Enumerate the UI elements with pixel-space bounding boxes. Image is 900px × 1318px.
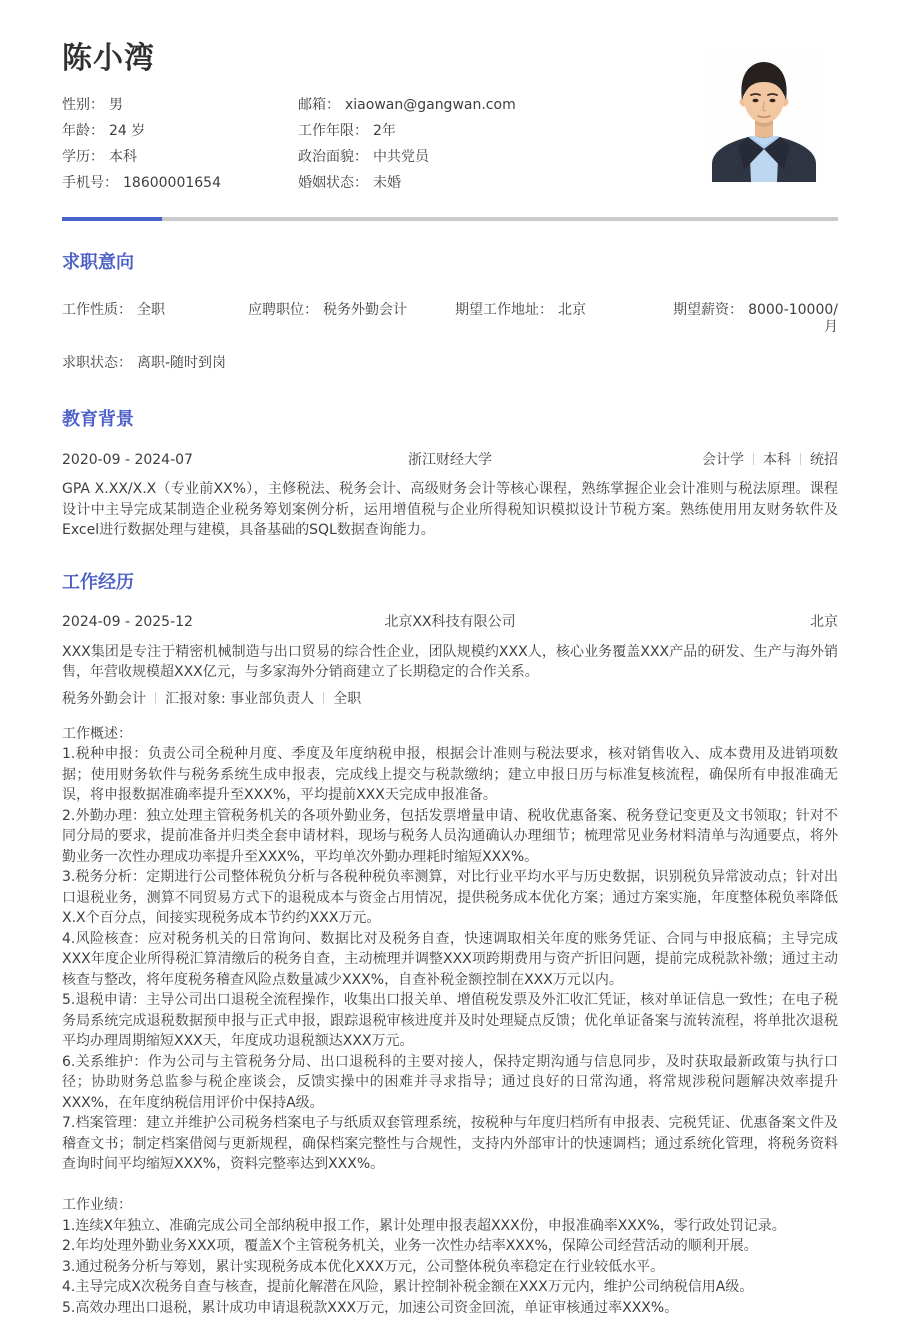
achievements-title: 工作业绩：	[62, 1195, 838, 1216]
separator	[753, 453, 754, 465]
candidate-name: 陈小湾	[62, 0, 838, 76]
work-period: 2024-09 - 2025-12	[62, 614, 384, 631]
separator	[800, 453, 801, 465]
position-row	[62, 690, 838, 708]
profile-photo	[704, 50, 824, 182]
header-divider-accent	[62, 217, 162, 221]
personal-info-grid	[62, 97, 622, 191]
work-report-to: 汇报对象: 事业部负责人	[165, 691, 314, 707]
achievement-item-2: 2.年均处理外勤业务XXX项，覆盖X个主管税务机关，业务一次性办结率XXX%，保障公司经营活动的顺利开展。	[62, 1236, 838, 1257]
field-expected-salary: 期望薪资： 8000-10000/月	[660, 302, 838, 336]
info-phone: 手机号： 18600001654	[62, 175, 298, 191]
job-intent-row1	[62, 302, 838, 336]
duty-item-1: 1.税种申报：负责公司全税种月度、季度及年度纳税申报，根据会计准则与税法要求，核对销售收入、成本费用及进销项数据；使用财务软件与税务系统生成申报表，完成线上提交与税款缴纳；建立申报日历与标准复核流程，确保所有申报准确无误，将申报数据准确率提升至XXX%，平均提前XXX天完成申报准备。	[62, 744, 838, 806]
info-gender: 性别： 男	[62, 97, 298, 113]
info-political: 政治面貌： 中共党员	[298, 149, 622, 165]
duty-item-6: 6.关系维护：作为公司与主管税务分局、出口退税科的主要对接人，保持定期沟通与信息同步，及时获取最新政策与执行口径；协助财务总监参与税企座谈会，反馈实操中的困难并寻求指导；通过良好的日常沟通，将常规涉税问题解决效率提升XXX%，在年度纳税信用评价中保持A级。	[62, 1052, 838, 1114]
company-intro: XXX集团是专注于精密机械制造与出口贸易的综合性企业，团队规模约XXX人，核心业务覆盖XXX产品的研发、生产与海外销售，年营收规模超XXX亿元，与多家海外分销商建立了长期稳定的合作关系。	[62, 642, 838, 683]
info-marital: 婚姻状态： 未婚	[298, 175, 622, 191]
education-qualifications	[492, 452, 838, 469]
education-title: 教育背景	[62, 409, 838, 431]
education-description: GPA X.XX/X.X（专业前XX%），主修税法、税务会计、高级财务会计等核心课程，熟练掌握企业会计准则与税法原理。课程设计中主导完成某制造企业税务筹划案例分析，运用增值税与企业所得税知识模拟设计节税方案。熟练使用用友财务软件及Excel进行数据处理与建模，具备基础的SQL数据查询能力。	[62, 479, 838, 541]
section-work-experience	[62, 572, 838, 1318]
work-summary-title: 工作概述：	[62, 724, 838, 745]
education-admission: 统招	[810, 452, 838, 468]
info-email: 邮箱： xiaowan@gangwan.com	[298, 97, 622, 113]
work-position: 税务外勤会计	[62, 691, 146, 707]
duty-item-4: 4.风险核查：应对税务机关的日常询问、数据比对及税务自查，快速调取相关年度的账务凭证、合同与申报底稿；主导完成XXX年度企业所得税汇算清缴后的税务自查，主动梳理并调整XXX项跨期费用与资产折旧问题，提前完成税款补缴；通过主动核查与整改，将年度税务稽查风险点数量减少XXX%，自查补税金额控制在XXX万元以内。	[62, 929, 838, 991]
education-major: 会计学	[702, 452, 744, 468]
achievement-item-3: 3.通过税务分析与筹划，累计实现税务成本优化XXX万元，公司整体税负率稳定在行业较低水平。	[62, 1257, 838, 1278]
work-title: 工作经历	[62, 572, 838, 594]
duty-item-3: 3.税务分析：定期进行公司整体税负分析与各税种税负率测算，对比行业平均水平与历史数据，识别税负异常波动点；针对出口退税业务，测算不同贸易方式下的退税成本与资金占用情况，提供税务成本优化方案；通过方案实施，年度整体税负率降低X.X个百分点，间接实现税务成本节约约XXX万元。	[62, 867, 838, 929]
work-location: 北京	[516, 614, 838, 631]
header-divider	[62, 217, 838, 221]
section-job-intent	[62, 252, 838, 372]
education-degree: 本科	[763, 452, 791, 468]
duty-item-7: 7.档案管理：建立并维护公司税务档案电子与纸质双套管理系统，按税种与年度归档所有申报表、完税凭证、优惠备案文件及稽查文书；制定档案借阅与更新规程，确保档案完整性与合规性，支持内外部审计的快速调档；通过系统化管理，将税务资料查询时间平均缩短XXX%，资料完整率达到XXX%。	[62, 1113, 838, 1175]
separator	[155, 692, 156, 704]
separator	[323, 692, 324, 704]
achievement-item-4: 4.主导完成X次税务自查与核查，提前化解潜在风险，累计控制补税金额在XXX万元内，维护公司纳税信用A级。	[62, 1277, 838, 1298]
field-target-location: 期望工作地址： 北京	[455, 302, 660, 336]
work-job-type: 全职	[333, 691, 361, 707]
achievement-item-5: 5.高效办理出口退税，累计成功申请退税款XXX万元，加速公司资金回流，单证审核通过率XXX%。	[62, 1298, 838, 1318]
work-details	[62, 724, 838, 1318]
resume-header	[62, 0, 838, 191]
info-age: 年龄： 24 岁	[62, 123, 298, 139]
education-row	[62, 452, 838, 469]
duty-item-5: 5.退税申请：主导公司出口退税全流程操作，收集出口报关单、增值税发票及外汇收汇凭证，核对单证信息一致性；在电子税务局系统完成退税数据预申报与正式申报，跟踪退税审核进度并及时处理疑点反馈；优化单证备案与流转流程，将单批次退税平均办理周期缩短XXX天，年度成功退税额达XXX万元。	[62, 990, 838, 1052]
achievement-item-1: 1.连续X年独立、准确完成公司全部纳税申报工作，累计处理申报表超XXX份，申报准确率XXX%，零行政处罚记录。	[62, 1216, 838, 1237]
work-header-row	[62, 614, 838, 631]
info-years: 工作年限： 2年	[298, 123, 622, 139]
job-intent-title: 求职意向	[62, 252, 838, 274]
section-education	[62, 409, 838, 541]
field-job-status: 求职状态： 离职-随时到岗	[62, 355, 838, 372]
duty-item-2: 2.外勤办理：独立处理主管税务机关的各项外勤业务，包括发票增量申请、税收优惠备案、税务登记变更及文书领取；针对不同分局的要求，提前准备并归类全套申请材料，现场与税务人员沟通确认办理细节；梳理常见业务材料清单与沟通要点，将外勤业务一次性办理成功率提升至XXX%，平均单次外勤办理耗时缩短XXX%。	[62, 806, 838, 868]
id-photo-illustration	[704, 50, 824, 182]
info-degree: 学历： 本科	[62, 149, 298, 165]
field-job-type: 工作性质： 全职	[62, 302, 248, 336]
work-company: 北京XX科技有限公司	[384, 614, 515, 631]
education-period: 2020-09 - 2024-07	[62, 452, 408, 469]
education-school: 浙江财经大学	[408, 452, 492, 469]
field-target-position: 应聘职位： 税务外勤会计	[248, 302, 455, 336]
